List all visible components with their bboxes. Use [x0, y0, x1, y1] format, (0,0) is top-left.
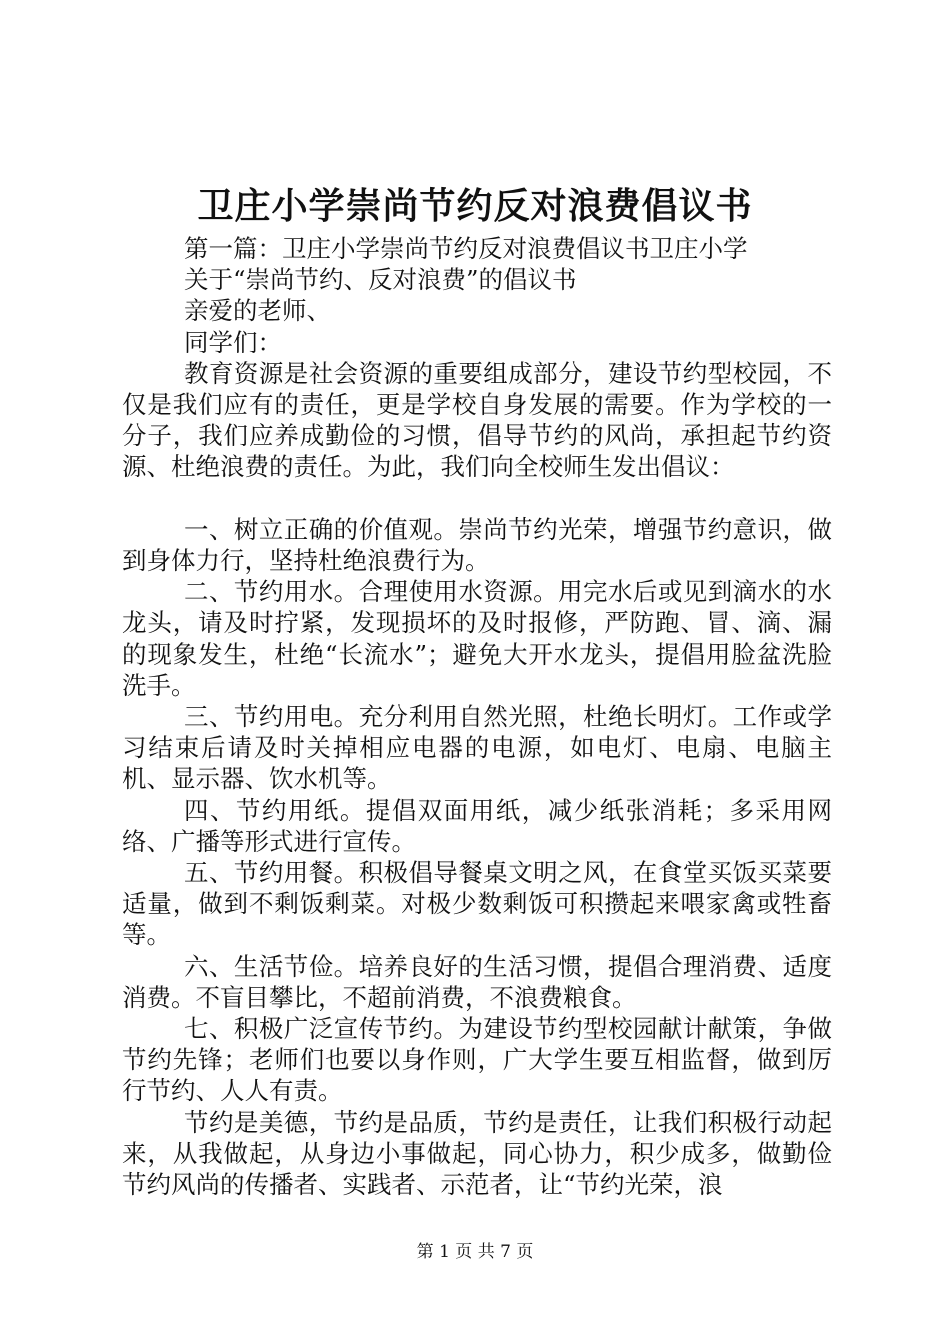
paragraph-spacer — [122, 483, 832, 514]
intro-paragraph: 教育资源是社会资源的重要组成部分，建设节约型校园，不仅是我们应有的责任，更是学校自身发展的需要。作为学校的一分子，我们应养成勤俭的习惯，倡导节约的风尚，承担起节约资源、杜绝浪费的责任。为此，我们向全校师生发出倡议： — [122, 358, 832, 482]
proposal-item: 一、树立正确的价值观。崇尚节约光荣，增强节约意识，做到身体力行，坚持杜绝浪费行为。 — [122, 514, 832, 576]
page-number-footer: 第 1 页 共 7 页 — [416, 1242, 534, 1262]
proposal-item: 三、节约用电。充分利用自然光照，杜绝长明灯。工作或学习结束后请及时关掉相应电器的电源，如电灯、电扇、电脑主机、显示器、饮水机等。 — [122, 702, 832, 794]
salutation-line: 亲爱的老师、 — [184, 296, 331, 326]
proposal-item: 二、节约用水。合理使用水资源。用完水后或见到滴水的水龙头，请及时拧紧，发现损坏的及时报修，严防跑、冒、滴、漏的现象发生，杜绝“长流水”；避免大开水龙头，提倡用脸盆洗脸洗手。 — [122, 577, 832, 700]
heading-line: 第一篇：卫庄小学崇尚节约反对浪费倡议书卫庄小学 — [184, 234, 748, 263]
document-title: 卫庄小学崇尚节约反对浪费倡议书 — [197, 185, 753, 227]
proposal-item: 七、积极广泛宣传节约。为建设节约型校园献计献策，争做节约先锋；老师们也要以身作则，广大学生要互相监督，做到厉行节约、人人有责。 — [122, 1014, 832, 1106]
document-body — [122, 233, 832, 1200]
salutation-line: 同学们： — [184, 327, 282, 357]
proposal-item: 六、生活节俭。培养良好的生活习惯，提倡合理消费、适度消费。不盲目攀比，不超前消费，不浪费粮食。 — [122, 951, 832, 1012]
proposal-item: 五、节约用餐。积极倡导餐桌文明之风，在食堂买饭买菜要适量，做到不剩饭剩菜。对极少数剩饭可积攒起来喂家禽或牲畜等。 — [122, 858, 832, 950]
heading-line: 关于“崇尚节约、反对浪费”的倡议书 — [184, 265, 577, 295]
closing-paragraph: 节约是美德，节约是品质，节约是责任，让我们积极行动起来，从我做起，从身边小事做起，同心协力，积少成多，做勤俭节约风尚的传播者、实践者、示范者，让“节约光荣，浪 — [122, 1107, 832, 1200]
proposal-item: 四、节约用纸。提倡双面用纸，减少纸张消耗；多采用网络、广播等形式进行宣传。 — [122, 795, 832, 856]
